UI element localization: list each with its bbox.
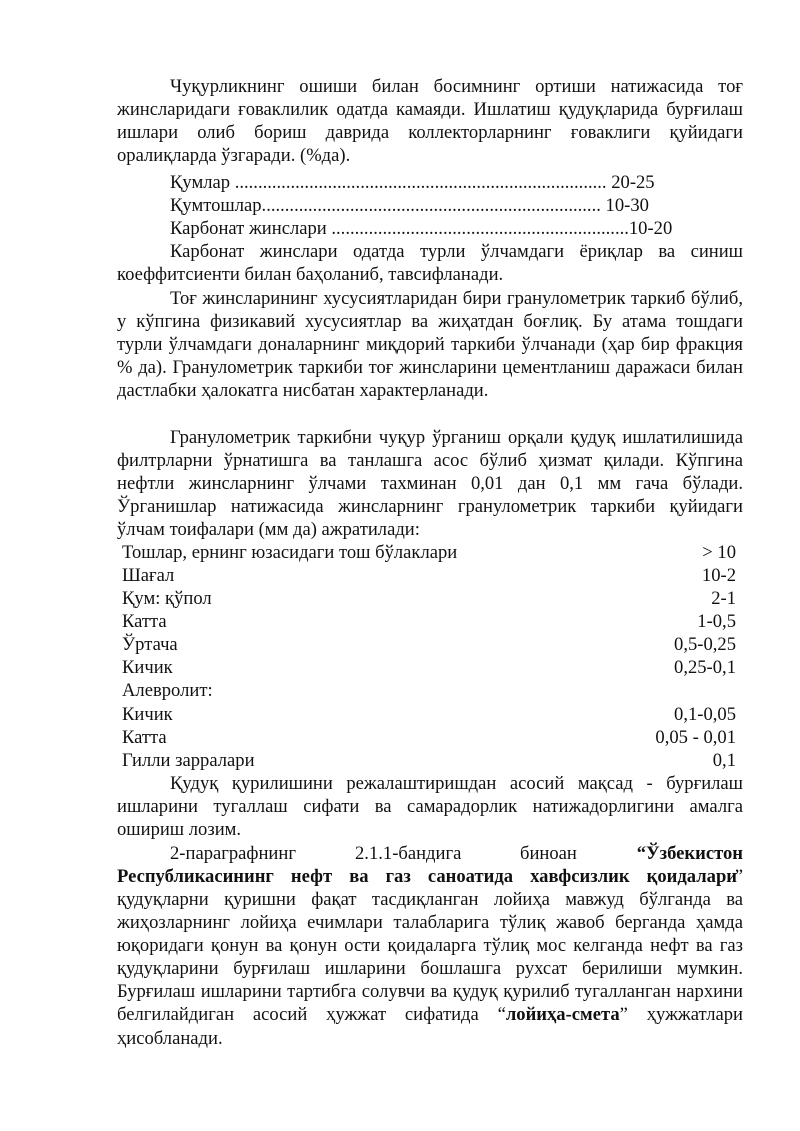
paragraph-text: Қудуқ қурилишини режалаштиришдан асосий мақсад - бурғилаш ишларини тугаллаш сифати ва самарадорлик натижадорлигини амалга ошириш лозим. bbox=[117, 773, 743, 841]
table-row bbox=[122, 703, 736, 726]
row-label: Қум: қўпол bbox=[122, 588, 212, 609]
row-label: Ўртача bbox=[122, 634, 178, 655]
row-value: 0,25-0,1 bbox=[674, 657, 736, 678]
row-label: Катта bbox=[122, 727, 167, 748]
porosity-item-sandstones: Қумтошлар......................................................................... 10-30 bbox=[170, 195, 649, 216]
paragraph-regulations-first-line bbox=[117, 842, 743, 865]
paragraph-text-end: ” ҳужжатлари ҳисобланади. bbox=[117, 1004, 743, 1049]
row-value: 0,1 bbox=[712, 750, 736, 771]
row-label: Кичик bbox=[122, 704, 173, 725]
design-estimate-term: лойиҳа-смета bbox=[505, 1004, 620, 1026]
porosity-item-sands: Қумлар ................................................................................ 20-25 bbox=[170, 172, 655, 193]
table-row bbox=[122, 656, 736, 679]
paragraph-carbonates bbox=[117, 240, 743, 286]
row-value: 0,1-0,05 bbox=[674, 704, 736, 725]
row-value: 0,05 - 0,01 bbox=[655, 727, 736, 748]
row-label: Тошлар, ернинг юзасидаги тош бўлаклари bbox=[122, 542, 458, 563]
paragraph-porosity-intro bbox=[117, 75, 743, 167]
row-value: 1-0,5 bbox=[697, 611, 736, 632]
row-label: Алевролит: bbox=[122, 680, 213, 701]
table-row bbox=[122, 587, 736, 610]
table-row bbox=[122, 564, 736, 587]
paragraph-text: Гранулометрик таркибни чуқур ўрганиш орқали қудуқ ишлатилишида филтрларни ўрнатишга ва танлашга асос бўлиб ҳизмат қилади. Кўпгина нефтли жинсларнинг ўлчами тахминан 0,01 дан 0,1 мм гача бўлади. Ўрганишлар натижасида жинсларнинг гранулометрик таркиби қуйидаги ўлчам тоифалари (мм да) ажратилади: bbox=[117, 427, 743, 541]
porosity-item-carbonates: Карбонат жинслари ................................................................10-20 bbox=[170, 218, 673, 239]
table-row bbox=[122, 749, 736, 772]
paragraph-text: Тоғ жинсларининг хусусиятларидан бири гранулометрик таркиб бўлиб, у кўпгина физикавий хусусиятлар ва жиҳатдан боғлиқ. Бу атама тошдаги турли ўлчамдаги доналарнинг миқдорий таркиби ўлчанади (ҳар бир фракция % да). Гранулометрик таркиби тоғ жинсларини цементланиш даражаси билан дастлабки ҳалокатга нисбатан характерланади. bbox=[117, 288, 743, 402]
paragraph-text: Чуқурликнинг ошиши билан босимнинг ортиши натижасида тоғ жинсларидаги ғоваклилик одатда камаяди. Ишлатиш қудуқларида бурғилаш ишлари олиб бориш даврида коллекторларнинг ғоваклиги қуйидаги оралиқларда ўзгаради. (%да). bbox=[117, 76, 743, 167]
row-label: Кичик bbox=[122, 657, 173, 678]
paragraph-granulometric bbox=[117, 287, 743, 402]
row-label: Шағал bbox=[122, 565, 175, 586]
paragraph-word-bold: “Ўзбекистон bbox=[636, 843, 743, 864]
row-value: > 10 bbox=[702, 542, 736, 563]
paragraph-text: Карбонат жинслари одатда турли ўлчамдаги ёриқлар ва синиш коеффитсиенти билан баҳоланиб, тавсифланади. bbox=[117, 241, 743, 286]
row-label: Катта bbox=[122, 611, 167, 632]
table-row bbox=[122, 610, 736, 633]
paragraph-word: 2-параграфнинг bbox=[170, 843, 296, 864]
paragraph-regulations-bold-line bbox=[117, 865, 743, 888]
regulations-title: Республикасининг нефт ва газ саноатида хавфсизлик қоидалари bbox=[117, 866, 737, 887]
paragraph-text: қудуқларни қуришни фақат тасдиқланган лойиҳа мавжуд бўлганда ва жиҳозларнинг лойиҳа ечимлари талабларига тўлиқ жавоб берганда ҳамда юқоридаги қонун ва қонун ости қоидаларга тўлиқ мос келганда нефт ва газ қудуқларини бурғилаш ишларини бошлашга рухсат берилиши мумкин. Бурғилаш ишларини тартибга солувчи ва қудуқ қурилиб тугалланган нархини белгилайдиган асосий ҳужжат сифатида bbox=[117, 889, 743, 1026]
closing-quote: ” bbox=[734, 866, 743, 887]
opening-quote: “ bbox=[497, 1004, 506, 1026]
paragraph-word: биноан bbox=[520, 843, 577, 864]
row-value: 2-1 bbox=[711, 588, 736, 609]
paragraph-word: 2.1.1-бандига bbox=[355, 843, 462, 864]
table-row bbox=[122, 726, 736, 749]
table-row bbox=[122, 541, 736, 564]
paragraph-planning bbox=[117, 772, 743, 841]
paragraph-regulations-body bbox=[117, 888, 743, 1050]
row-value: 10-2 bbox=[701, 565, 736, 586]
paragraph-granulometric-study bbox=[117, 426, 743, 541]
table-row bbox=[122, 633, 736, 656]
row-label: Гилли зарралари bbox=[122, 750, 255, 771]
table-row bbox=[122, 679, 736, 702]
row-value: 0,5-0,25 bbox=[674, 634, 736, 655]
